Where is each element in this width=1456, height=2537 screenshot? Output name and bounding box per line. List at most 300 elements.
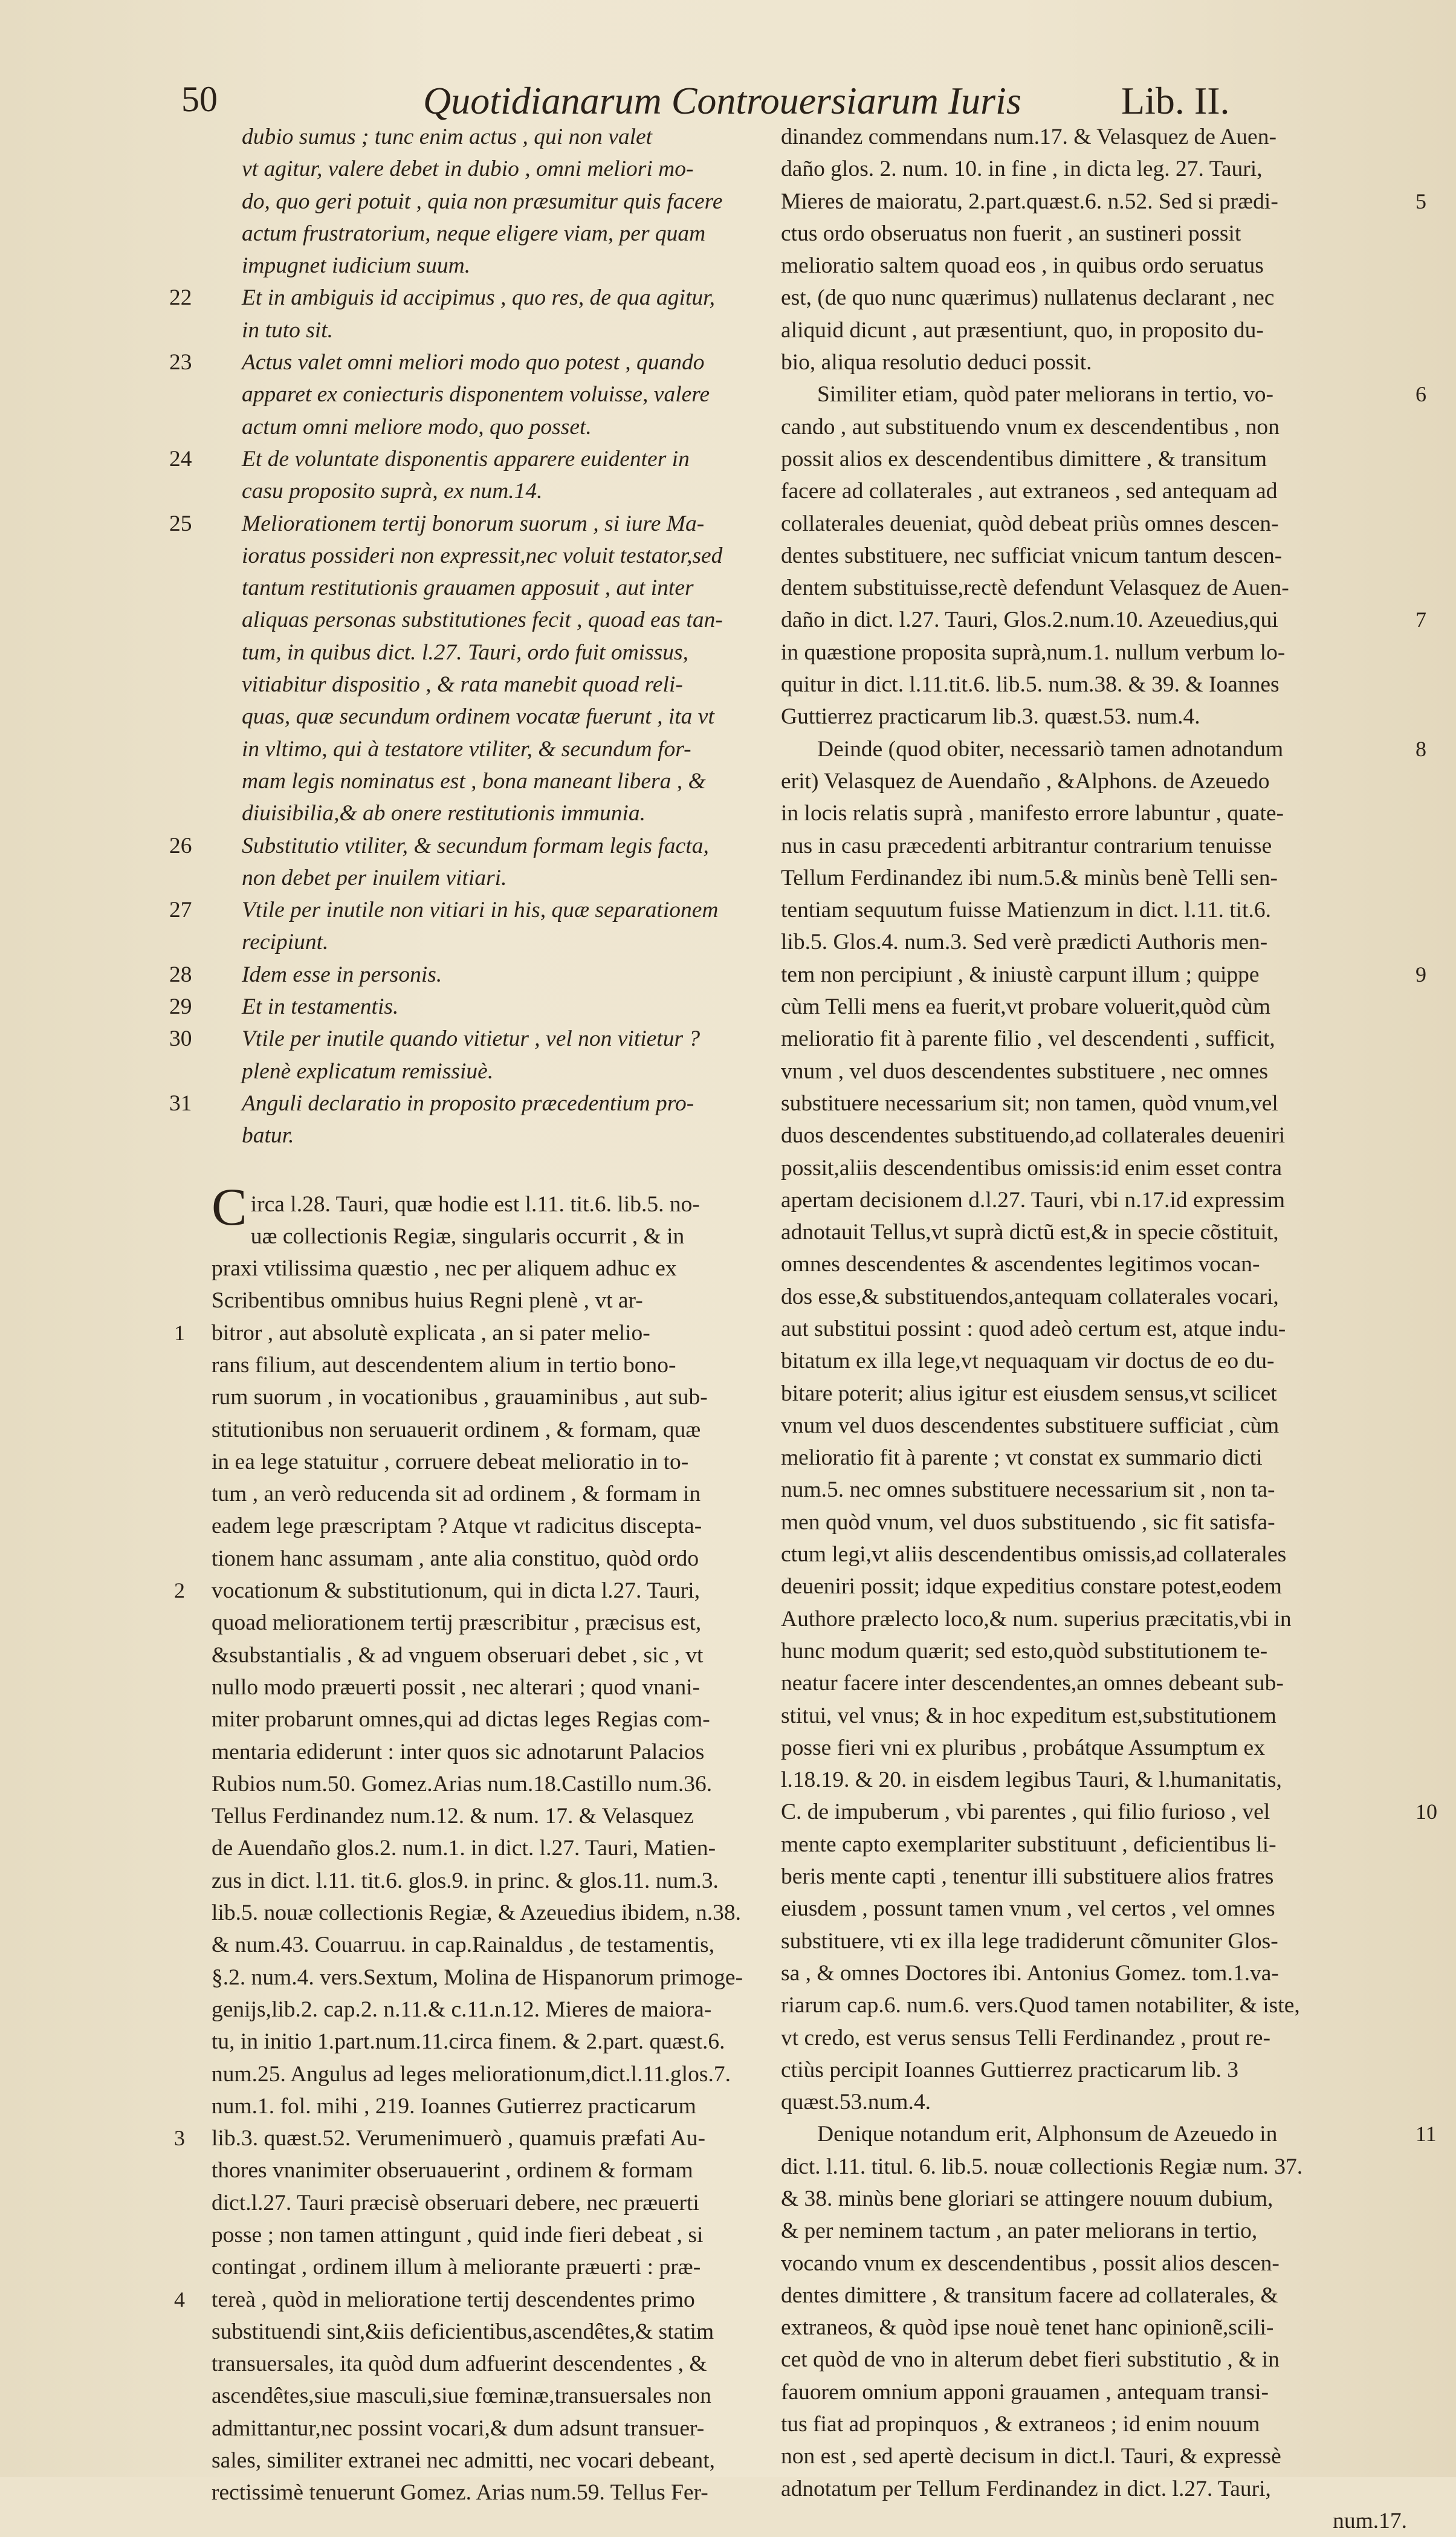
text-line [781, 1829, 1407, 1861]
text-line [212, 2316, 774, 2348]
line-text: lib.5. Glos.4. num.3. Sed verè prædicti Authoris men- [781, 930, 1268, 955]
text-line [212, 1478, 774, 1510]
text-line [781, 2183, 1407, 2215]
line-text: genijs,lib.2. cap.2. n.11.& c.11.n.12. Mieres de maiora- [212, 1997, 712, 2022]
summary-text: actum omni meliore modo, quo posset. [242, 414, 592, 439]
text-line [781, 2054, 1407, 2086]
text-line [212, 2154, 774, 2186]
text-line [781, 1345, 1407, 1377]
text-line [781, 2344, 1407, 2376]
text-line [781, 1700, 1407, 1732]
line-text: & per neminem tactum , an pater meliorans in tertio, [781, 2218, 1258, 2244]
line-text: cando , aut substituendo vnum ex descendentibus , non [781, 414, 1280, 439]
margin-number: 3 [174, 2126, 185, 2151]
text-line [212, 1768, 774, 1800]
summary-text: Et in testamentis. [242, 994, 399, 1020]
text-line [781, 1023, 1407, 1055]
line-text: eiusdem , possunt tamen vnum , vel certos , vel omnes [781, 1896, 1275, 1922]
text-line [781, 1570, 1407, 1602]
line-text: dict. l.11. titul. 6. lib.5. nouæ collectionis Regiæ num. 37. [781, 2154, 1303, 2179]
book-label: Lib. II. [1121, 79, 1230, 122]
summary-item [169, 959, 774, 991]
line-text: apertam decisionem d.l.27. Tauri, vbi n.17.id expressim [781, 1187, 1286, 1213]
line-text: substituere, vti ex illa lege tradiderunt cõmuniter Glos- [781, 1928, 1278, 1954]
line-text: lib.3. quæst.52. Verumenimuerò , quamuis præfati Au- [212, 2126, 705, 2151]
text-line [781, 959, 1426, 991]
text-line [781, 1281, 1407, 1313]
summary-text: casu proposito suprà, ex num.14. [242, 479, 543, 504]
text-line [781, 1378, 1407, 1410]
text-line [212, 1671, 774, 1703]
line-text: & 38. minùs bene gloriari se attingere nouum dubium, [781, 2186, 1273, 2211]
line-text: l.18.19. & 20. in eisdem legibus Tauri, & l.humanitatis, [781, 1767, 1282, 1793]
summary-list [169, 121, 774, 1152]
line-text: irca l.28. Tauri, quæ hodie est l.11. tit.6. lib.5. no- [250, 1191, 700, 1217]
text-line [212, 1994, 774, 2026]
summary-number: 24 [169, 446, 192, 471]
summary-text: aliquas personas substitutiones fecit , quoad eas tan- [242, 608, 723, 633]
margin-number: 10 [1416, 1800, 1437, 1824]
summary-text: Et in ambiguis id accipimus , quo res, de qua agitur, [242, 285, 715, 311]
text-line [212, 1929, 774, 1961]
text-line [212, 2477, 774, 2509]
text-line [781, 1732, 1407, 1764]
text-line [781, 540, 1407, 572]
text-line [781, 637, 1407, 669]
summary-line [169, 508, 774, 540]
text-line [781, 862, 1407, 894]
text-line [212, 1414, 774, 1446]
summary-item [169, 508, 774, 830]
text-line [781, 2440, 1407, 2472]
line-text: facere ad collaterales , aut extraneos , sed antequam ad [781, 479, 1278, 504]
summary-text: Et de voluntate disponentis apparere euidenter in [242, 446, 690, 471]
text-line [781, 1893, 1407, 1925]
line-text: neatur facere inter descendentes,an omnes debeant sub- [781, 1671, 1284, 1696]
text-line [781, 2312, 1407, 2344]
line-text: in quæstione proposita suprà,num.1. nullum verbum lo- [781, 640, 1286, 665]
line-text: adnotatum per Tellum Ferdinandez in dict. l.27. Tauri, [781, 2476, 1271, 2501]
summary-item [169, 894, 774, 959]
text-line [212, 2348, 774, 2380]
summary-text: do, quo geri potuit , quia non præsumitur quis facere [242, 189, 723, 214]
summary-text: Actus valet omni meliori modo quo potest , quando [242, 350, 705, 375]
text-line [781, 2022, 1407, 2054]
text-line [174, 2284, 774, 2316]
text-line [781, 1861, 1407, 1893]
text-line [781, 701, 1407, 733]
line-text: vocationum & substitutionum, qui in dicta l.27. Tauri, [212, 1578, 700, 1604]
text-line [781, 733, 1426, 765]
line-text: & num.43. Couarruu. in cap.Rainaldus , de testamentis, [212, 1933, 715, 1958]
line-text: rum suorum , in vocationibus , grauaminibus , aut sub- [212, 1385, 708, 1410]
summary-text: Vtile per inutile quando vitietur , vel non vitietur ? [242, 1026, 700, 1052]
text-line [781, 1925, 1407, 1957]
line-text: Rubios num.50. Gomez.Arias num.18.Castillo num.36. [212, 1771, 713, 1797]
text-line [781, 508, 1407, 540]
text-line [781, 1119, 1407, 1152]
summary-text: dubio sumus ; tunc enim actus , qui non valet [242, 125, 653, 149]
line-text: ctus ordo obseruatus non fuerit , an sustineri possit [781, 221, 1241, 246]
line-text: lib.5. nouæ collectionis Regiæ, & Azeuedius ibidem, n.38. [212, 1900, 741, 1926]
line-text: erit) Velasquez de Auendaño , &Alphons. de Azeuedo [781, 768, 1270, 794]
right-body-text [781, 121, 1437, 2537]
text-line [781, 765, 1407, 797]
line-text: Tellum Ferdinandez ibi num.5.& minùs benè Telli sen- [781, 865, 1278, 890]
summary-number: 23 [169, 350, 192, 375]
text-line [781, 282, 1407, 314]
summary-line [212, 637, 774, 669]
summary-text: Meliorationem tertij bonorum suorum , si iure Ma- [242, 511, 705, 536]
line-text: substituere necessarium sit; non tamen, quòd vnum,vel [781, 1090, 1278, 1116]
line-text: possit alios ex descendentibus dimittere , & transitum [781, 446, 1267, 471]
text-line [212, 2251, 774, 2283]
text-line [781, 121, 1407, 153]
margin-number: 9 [1416, 962, 1426, 987]
line-text: melioratio fit à parente ; vt constat ex summario dicti [781, 1445, 1263, 1471]
text-line [212, 1510, 774, 1542]
text-line [781, 604, 1426, 636]
text-line [781, 1764, 1407, 1796]
line-text: cet quòd de vno in alterum debet fieri substitutio , & in [781, 2347, 1280, 2373]
text-line [781, 1635, 1407, 1667]
summary-text: batur. [242, 1123, 294, 1149]
line-text: extraneos, & quòd ipse nouè tenet hanc opinionẽ,scili- [781, 2315, 1274, 2341]
text-line [781, 830, 1407, 862]
text-line [781, 250, 1407, 282]
line-text: C. de impuberum , vbi parentes , qui filio furioso , vel [781, 1800, 1270, 1825]
summary-line [212, 475, 774, 507]
line-text: bitror , aut absolutè explicata , an si pater melio- [212, 1320, 650, 1346]
line-text: melioratio fit à parente filio , vel descendenti , sufficit, [781, 1026, 1275, 1052]
summary-text: plenè explicatum remissiuè. [242, 1058, 494, 1084]
text-line [781, 669, 1407, 701]
summary-number: 28 [169, 962, 192, 987]
summary-line [169, 894, 774, 926]
margin-number: 7 [1416, 608, 1426, 632]
summary-text: in tuto sit. [242, 317, 334, 343]
line-text: ascendêtes,siue masculi,siue fœminæ,transuersales non [212, 2383, 711, 2409]
page-number: 50 [181, 79, 218, 119]
line-text: §.2. num.4. vers.Sextum, Molina de Hispanorum primoge- [212, 1965, 743, 1990]
line-text: hunc modum quærit; sed esto,quòd substitutionem te- [781, 1638, 1268, 1664]
line-text: riarum cap.6. num.6. vers.Quod tamen notabiliter, & iste, [781, 1993, 1300, 2018]
summary-line [212, 797, 774, 829]
text-line [781, 1538, 1407, 1570]
text-line [781, 572, 1407, 604]
summary-item [169, 346, 774, 443]
summary-line [169, 443, 774, 475]
margin-number: 8 [1416, 736, 1426, 761]
summary-line [169, 1087, 774, 1119]
text-line [212, 2380, 774, 2412]
summary-text: vt agitur, valere debet in dubio , omni meliori mo- [242, 157, 694, 182]
text-line [212, 1897, 774, 1929]
line-text: num.25. Angulus ad leges meliorationum,dict.l.11.glos.7. [212, 2061, 731, 2087]
line-text: omnes descendentes & ascendentes legitimos vocan- [781, 1252, 1260, 1277]
summary-text: recipiunt. [242, 930, 329, 955]
text-line [212, 2219, 774, 2251]
summary-line [212, 1055, 774, 1087]
line-text: est, (de quo nunc quærimus) nullatenus declarant , nec [781, 285, 1275, 311]
line-text: bitatum ex illa lege,vt nequaquam vir doctus de eo du- [781, 1349, 1275, 1374]
text-line [781, 2473, 1407, 2505]
summary-line [212, 926, 774, 958]
text-line [781, 1184, 1407, 1216]
line-text: cùm Telli mens ea fuerit,vt probare voluerit,quòd cùm [781, 994, 1270, 1020]
line-text: zus in dict. l.11. tit.6. glos.9. in princ. & glos.11. num.3. [212, 1868, 719, 1893]
line-text: uæ collectionis Regiæ, singularis occurrit , & in [250, 1223, 685, 1249]
text-line [781, 2505, 1407, 2537]
text-line [212, 1800, 774, 1832]
text-line [781, 1152, 1407, 1184]
text-line [781, 2086, 1407, 2118]
summary-number: 30 [169, 1026, 192, 1052]
summary-text: non debet per inuilem vitiari. [242, 865, 507, 890]
summary-line [212, 153, 774, 185]
line-text: posse ; non tamen attingunt , quid inde fieri debeat , si [212, 2223, 704, 2247]
line-text: de Auendaño glos.2. num.1. in dict. l.27. Tauri, Matien- [212, 1836, 716, 1861]
text-line [212, 1865, 774, 1897]
line-text: dos esse,& substituendos,antequam collaterales vocari, [781, 1284, 1279, 1309]
line-text: num.5. nec omnes substituere necessarium sit , non ta- [781, 1477, 1275, 1503]
summary-line [169, 991, 774, 1023]
line-text: rectissimè tenuerunt Gomez. Arias num.59. Tellus Fer- [212, 2480, 708, 2506]
line-text: tereà , quòd in melioratione tertij descendentes primo [212, 2287, 695, 2312]
summary-number: 27 [169, 898, 192, 923]
text-line [781, 1216, 1407, 1248]
line-text: num.1. fol. mihi , 219. Ioannes Gutierrez practicarum [212, 2093, 696, 2119]
line-text: tum , an verò reducenda sit ad ordinem , & formam in [212, 1482, 701, 1507]
text-line [212, 1285, 774, 1317]
summary-line [212, 669, 774, 701]
line-text: in locis relatis suprà , manifesto errore labuntur , quate- [781, 801, 1284, 826]
text-line [781, 218, 1407, 250]
line-text: Deinde (quod obiter, necessariò tamen adnotandum [817, 736, 1284, 762]
line-text: rans filium, aut descendentem alium in tertio bono- [212, 1352, 676, 1378]
summary-text: mam legis nominatus est , bona maneant libera , & [242, 768, 706, 794]
text-line [781, 443, 1407, 475]
line-text: mentaria ediderunt : inter quos sic adnotarunt Palacios [212, 1739, 705, 1764]
text-line [212, 2187, 774, 2219]
line-text: transuersales, ita quòd dum adfuerint descendentes , & [212, 2351, 707, 2377]
summary-number: 29 [169, 994, 192, 1020]
margin-number: 4 [174, 2287, 185, 2312]
line-text: vt credo, est verus sensus Telli Ferdinandez , prout re- [781, 2025, 1271, 2050]
line-text: men quòd vnum, vel duos substituendo , sic fit satisfa- [781, 1509, 1275, 1535]
line-text: tionem hanc assumam , ante alia constituo, quòd ordo [212, 1546, 699, 1571]
line-text: quoad meliorationem tertij præscribitur , præcisus est, [212, 1610, 702, 1636]
summary-line [212, 218, 774, 250]
text-line [212, 1543, 774, 1575]
line-text: admittantur,nec possint vocari,& dum adsunt transuer- [212, 2415, 705, 2441]
text-line [212, 1736, 774, 1768]
line-text: sales, similiter extranei nec admitti, nec vocari debeant, [212, 2448, 716, 2474]
line-text: praxi vtilissima quæstio , nec per aliquem adhuc ex [212, 1256, 677, 1281]
text-line [212, 2445, 774, 2477]
summary-line [169, 959, 774, 991]
line-text: beris mente capti , tenentur illi substituere alios fratres [781, 1864, 1274, 1890]
summary-item [169, 1087, 774, 1152]
line-text: Guttierrez practicarum lib.3. quæst.53. num.4. [781, 704, 1200, 730]
text-line [174, 2122, 774, 2154]
line-text: nus in casu præcedenti arbitrantur contrarium tenuisse [781, 833, 1272, 858]
line-text: dinandez commendans num.17. & Velasquez de Auen- [781, 125, 1276, 149]
line-text: tus fiat ad propinquos , & extraneos ; id enim nouum [781, 2412, 1260, 2437]
text-line [781, 2279, 1407, 2312]
line-text: aut substitui possint : quod adeò certum est, atque indu- [781, 1316, 1286, 1341]
line-text: &substantialis , & ad vnguem obseruari debet , sic , vt [212, 1642, 704, 1668]
line-text: quæst.53.num.4. [781, 2090, 931, 2115]
line-text: tu, in initio 1.part.num.11.circa finem. & 2.part. quæst.6. [212, 2029, 725, 2055]
line-text: mente capto exemplariter substituunt , deficientibus li- [781, 1832, 1276, 1857]
text-line [212, 1381, 774, 1413]
summary-line [212, 186, 774, 218]
text-line [212, 2058, 774, 2090]
summary-line [169, 282, 774, 314]
text-line [781, 1957, 1407, 1989]
summary-line [212, 540, 774, 572]
text-line [781, 2215, 1407, 2247]
line-text: nullo modo præuerti possit , nec alterari ; quod vnani- [212, 1674, 700, 1700]
line-text: Authore prælecto loco,& num. superius præcitatis,vbi in [781, 1606, 1292, 1631]
line-text: thores vnanimiter obseruauerint , ordinem & formam [212, 2158, 693, 2183]
line-text: daño in dict. l.27. Tauri, Glos.2.num.10. Azeuedius,qui [781, 608, 1278, 633]
text-line [781, 153, 1407, 185]
text-line [781, 1442, 1407, 1474]
summary-number: 26 [169, 833, 192, 858]
text-line [781, 2408, 1407, 2440]
text-line [781, 2376, 1407, 2408]
drop-cap: C [212, 1178, 247, 1237]
line-text: fauorem omnium apponi grauamen , antequam transi- [781, 2379, 1269, 2405]
line-text: eadem lege præscriptam ? Atque vt radicitus discepta- [212, 1514, 702, 1539]
text-line [781, 991, 1407, 1023]
summary-line [169, 830, 774, 862]
summary-line [169, 346, 774, 378]
line-text: melioratio saltem quoad eos , in quibus ordo seruatus [781, 253, 1264, 279]
summary-line [212, 572, 774, 604]
line-text: bitare poterit; alius igitur est eiusdem sensus,vt scilicet [781, 1381, 1277, 1406]
text-line [781, 411, 1407, 443]
summary-item [169, 282, 774, 346]
summary-line [212, 604, 774, 636]
line-text: Denique notandum erit, Alphonsum de Azeuedo in [817, 2122, 1278, 2147]
text-line [781, 1248, 1407, 1280]
summary-number: 25 [169, 511, 192, 536]
summary-line [212, 1119, 774, 1152]
summary-text: diuisibilia,& ab onere restitutionis immunia. [242, 801, 646, 826]
summary-item [169, 991, 774, 1023]
text-line [212, 1220, 774, 1252]
text-line [781, 378, 1426, 410]
summary-text: impugnet iudicium suum. [242, 253, 471, 279]
line-text: Scribentibus omnibus huius Regni plenè , vt ar- [212, 1288, 643, 1314]
summary-line [212, 701, 774, 733]
line-text: contingat , ordinem illum à meliorante præuerti : præ- [212, 2255, 701, 2280]
text-line [781, 475, 1407, 507]
summary-number: 31 [169, 1090, 192, 1116]
line-text: substituendi sint,&iis deficientibus,ascendêtes,& statim [212, 2319, 714, 2344]
line-text: num.17. [1333, 2508, 1407, 2533]
text-line [212, 1962, 774, 1994]
summary-text: ioratus possideri non expressit,nec voluit testator,sed [242, 543, 723, 568]
summary-text: Substitutio vtiliter, & secundum formam legis facta, [242, 833, 709, 858]
left-column [169, 121, 774, 2509]
text-line [212, 2026, 774, 2058]
text-line [781, 2247, 1407, 2279]
line-text: Mieres de maioratu, 2.part.quæst.6. n.52. Sed si prædi- [781, 189, 1278, 214]
summary-text: actum frustratorium, neque eligere viam, per quam [242, 221, 706, 246]
line-text: quitur in dict. l.11.tit.6. lib.5. num.38. & 39. & Ioannes [781, 672, 1280, 698]
text-line [212, 1703, 774, 1735]
summary-line [212, 250, 774, 282]
text-line [781, 1603, 1407, 1635]
left-body-text [174, 1178, 774, 2509]
summary-text: apparet ex coniecturis disponentem voluisse, valere [242, 382, 710, 407]
summary-line [212, 765, 774, 797]
line-text: miter probarunt omnes,qui ad dictas leges Regias com- [212, 1707, 710, 1732]
text-line [781, 926, 1407, 958]
text-line [212, 1446, 774, 1478]
summary-line [212, 314, 774, 346]
summary-text: Vtile per inutile non vitiari in his, quæ separationem [242, 898, 719, 923]
line-text: aliquid dicunt , aut præsentiunt, quo, in proposito du- [781, 317, 1264, 343]
line-text: Similiter etiam, quòd pater meliorans in tertio, vo- [817, 382, 1274, 407]
summary-text: Anguli declaratio in proposito præcedentium pro- [242, 1090, 694, 1116]
text-line [212, 2090, 774, 2122]
summary-item [212, 121, 774, 282]
line-text: stitui, vel vnus; & in hoc expeditum est,substitutionem [781, 1703, 1276, 1728]
line-text: dentes dimittere , & transitum facere ad collaterales, & [781, 2283, 1278, 2308]
summary-line [212, 411, 774, 443]
running-title: Quotidianarum Controuersiarum Iuris [423, 79, 1021, 122]
line-text: dict.l.27. Tauri præcisè obseruari debere, nec præuerti [212, 2190, 699, 2215]
line-text: adnotauit Tellus,vt suprà dictũ est,& in specie cõstituit, [781, 1220, 1279, 1245]
line-text: ctum legi,vt aliis descendentibus omissis,ad collaterales [781, 1542, 1287, 1567]
text-line [174, 1575, 774, 1607]
summary-item [169, 1023, 774, 1087]
text-line [781, 1313, 1407, 1345]
summary-line [212, 862, 774, 894]
line-text: vocando vnum ex descendentibus , possit alios descen- [781, 2250, 1280, 2276]
text-line [781, 797, 1407, 829]
right-column [781, 121, 1437, 2537]
text-line [781, 1796, 1437, 1828]
margin-number: 6 [1416, 382, 1426, 407]
margin-number: 1 [174, 1320, 185, 1345]
text-line [781, 1989, 1407, 2021]
text-line [212, 2412, 774, 2445]
text-line [781, 2151, 1407, 2183]
summary-number: 22 [169, 285, 192, 311]
line-text: tem non percipiunt , & iniustè carpunt illum ; quippe [781, 962, 1260, 987]
margin-number: 5 [1416, 189, 1426, 213]
text-line [174, 1317, 774, 1349]
text-line [781, 1410, 1407, 1442]
text-line [212, 1349, 774, 1381]
text-line [212, 1607, 774, 1639]
summary-text: tantum restitutionis grauamen apposuit , aut inter [242, 575, 694, 601]
text-line [781, 186, 1426, 218]
line-text: non est , sed apertè decisum in dict.l. Tauri, & expressè [781, 2444, 1281, 2469]
line-text: vnum , vel duos descendentes substituere , nec omnes [781, 1058, 1269, 1084]
line-text: vnum vel duos descendentes substituere sufficiat , cùm [781, 1413, 1280, 1438]
line-text: ctiùs percipit Ioannes Guttierrez practicarum lib. 3 [781, 2057, 1238, 2082]
line-text: dentes substituere, nec sufficiat vnicum tantum descen- [781, 543, 1283, 568]
text-line [781, 1055, 1407, 1087]
text-line [781, 1506, 1407, 1538]
